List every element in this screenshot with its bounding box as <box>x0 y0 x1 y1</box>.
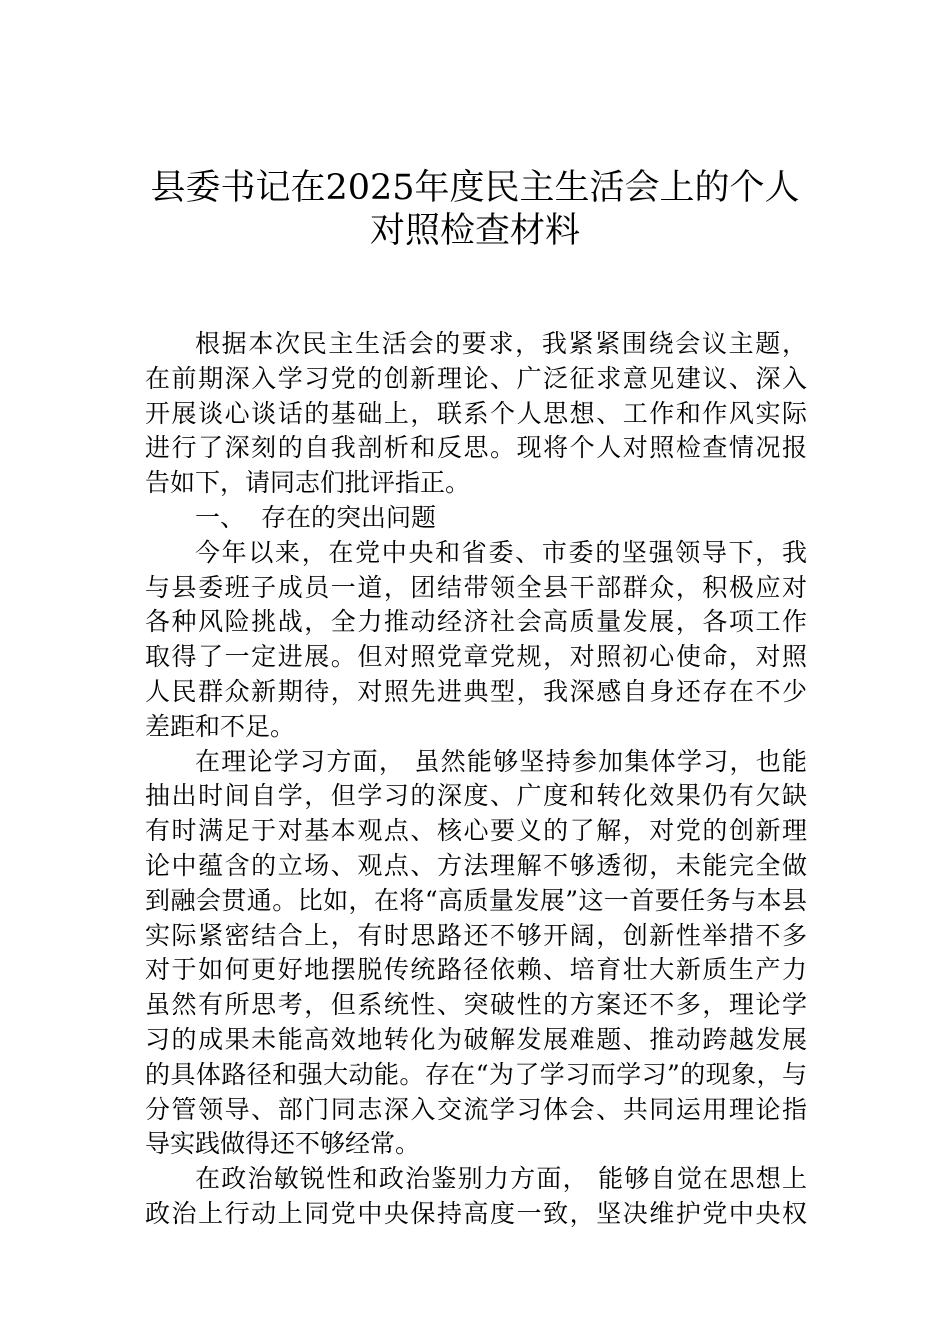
text-line: 分管领导、部门同志深入交流学习体会、共同运用理论指 <box>145 1094 807 1124</box>
section-title: 存在的突出问题 <box>261 502 437 532</box>
text-line: 差距和不足。 <box>145 711 296 741</box>
text-line: 与县委班子成员一道，团结带领全县干部群众，积极应对 <box>145 572 807 602</box>
text-line: 论中蕴含的立场、观点、方法理解不够透彻，未能完全做 <box>145 850 807 880</box>
text-line: 进行了深刻的自我剖析和反思。现将个人对照检查情况报 <box>145 433 807 463</box>
text-line: 告如下，请同志们批评指正。 <box>145 468 471 498</box>
text-line: 政治上行动上同党中央保持高度一致，坚决维护党中央权 <box>145 1198 807 1228</box>
text-line: 开展谈心谈话的基础上，联系个人思想、工作和作风实际 <box>145 398 807 428</box>
paragraph-overview <box>145 536 807 745</box>
section-heading <box>145 501 807 536</box>
text-line: 各种风险挑战，全力推动经济社会高质量发展，各项工作 <box>145 607 807 637</box>
text-line: 今年以来，在党中央和省委、市委的坚强领导下，我 <box>195 537 807 567</box>
text-line: 在政治敏锐性和政治鉴别力方面， 能够自觉在思想上 <box>195 1164 807 1194</box>
text-line: 实际紧密结合上，有时思路还不够开阔，创新性举措不多 <box>145 920 807 950</box>
text-line: 导实践做得还不够经常。 <box>145 1129 421 1159</box>
text-line: 到融会贯通。比如，在将“高质量发展”这一首要任务与本县 <box>145 885 807 915</box>
text-line: 有时满足于对基本观点、核心要义的了解，对党的创新理 <box>145 816 807 846</box>
text-line: 取得了一定进展。但对照党章党规，对照初心使命，对照 <box>145 642 807 672</box>
text-line: 在前期深入学习党的创新理论、广泛征求意见建议、深入 <box>145 363 807 393</box>
text-line: 在理论学习方面， 虽然能够坚持参加集体学习，也能 <box>195 746 807 776</box>
text-line: 抽出时间自学，但学习的深度、广度和转化效果仍有欠缺 <box>145 781 807 811</box>
paragraph-political-sensitivity <box>145 1162 807 1232</box>
section-number: 一、 <box>195 502 246 532</box>
text-line: 的具体路径和强大动能。存在“为了学习而学习”的现象，与 <box>145 1059 807 1089</box>
text-line: 人民群众新期待，对照先进典型，我深感自身还存在不少 <box>145 676 807 706</box>
text-line: 虽然有所思考，但系统性、突破性的方案还不多，理论学 <box>145 990 807 1020</box>
text-line: 根据本次民主生活会的要求，我紧紧围绕会议主题， <box>195 329 807 358</box>
paragraph-theory-study <box>145 745 807 1163</box>
text-line: 习的成果未能高效地转化为破解发展难题、推动跨越发展 <box>145 1024 807 1054</box>
document-title-line-1: 县委书记在2025年度民主生活会上的个人 <box>150 168 800 208</box>
paragraph-intro <box>145 327 807 501</box>
document-title-line-2: 对照检查材料 <box>369 211 580 251</box>
document-body <box>145 327 807 1232</box>
text-line: 对于如何更好地摆脱传统路径依赖、培育壮大新质生产力 <box>145 955 807 985</box>
